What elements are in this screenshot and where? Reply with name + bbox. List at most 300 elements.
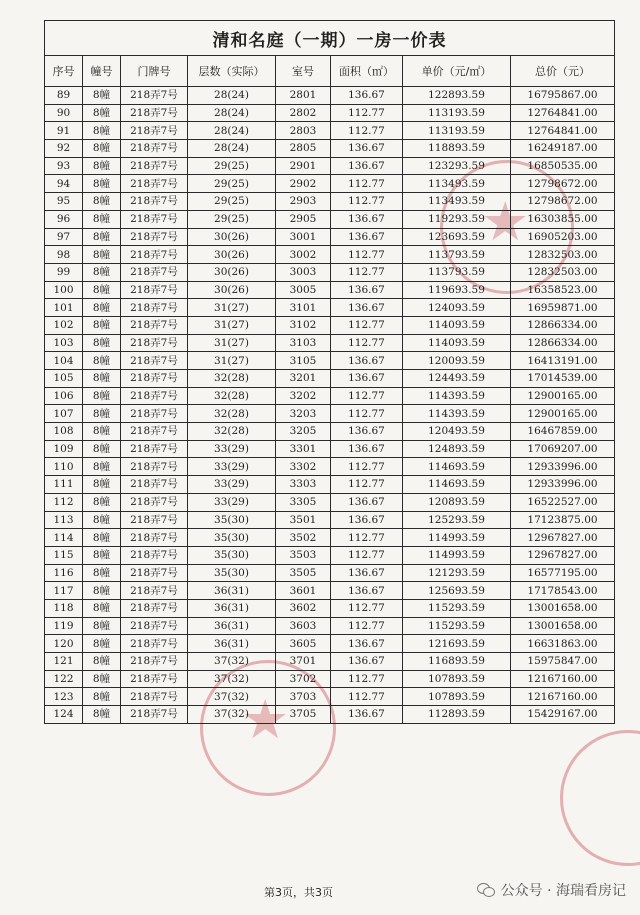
table-cell: 218弄7号 <box>121 546 188 564</box>
table-cell: 218弄7号 <box>121 316 188 334</box>
table-cell: 114393.59 <box>403 387 511 405</box>
table-cell: 120093.59 <box>403 352 511 370</box>
table-cell: 218弄7号 <box>121 688 188 706</box>
table-cell: 218弄7号 <box>121 193 188 211</box>
table-cell: 8幢 <box>83 688 121 706</box>
table-cell: 8幢 <box>83 476 121 494</box>
table-cell: 8幢 <box>83 175 121 193</box>
table-cell: 8幢 <box>83 511 121 529</box>
table-cell: 3302 <box>276 458 331 476</box>
table-cell: 218弄7号 <box>121 122 188 140</box>
table-row <box>45 564 615 582</box>
table-row <box>45 352 615 370</box>
table-cell: 218弄7号 <box>121 653 188 671</box>
table-cell: 111 <box>45 476 83 494</box>
table-cell: 218弄7号 <box>121 299 188 317</box>
table-cell: 15975847.00 <box>511 653 615 671</box>
table-cell: 16631863.00 <box>511 635 615 653</box>
table-row <box>45 670 615 688</box>
table-row <box>45 405 615 423</box>
table-cell: 218弄7号 <box>121 405 188 423</box>
page-number: 第3页，共3页 <box>264 886 333 899</box>
table-cell: 29(25) <box>188 175 276 193</box>
table-cell: 2902 <box>276 175 331 193</box>
table-row <box>45 688 615 706</box>
table-cell: 218弄7号 <box>121 228 188 246</box>
table-cell: 136.67 <box>331 281 403 299</box>
table-cell: 8幢 <box>83 405 121 423</box>
table-cell: 3105 <box>276 352 331 370</box>
table-cell: 16905203.00 <box>511 228 615 246</box>
header-row <box>45 56 615 87</box>
table-cell: 218弄7号 <box>121 246 188 264</box>
table-cell: 33(29) <box>188 476 276 494</box>
table-cell: 123 <box>45 688 83 706</box>
table-cell: 95 <box>45 193 83 211</box>
table-cell: 12967827.00 <box>511 529 615 547</box>
table-cell: 8幢 <box>83 706 121 724</box>
table-cell: 3103 <box>276 334 331 352</box>
table-cell: 218弄7号 <box>121 281 188 299</box>
table-row <box>45 458 615 476</box>
table-cell: 3003 <box>276 263 331 281</box>
table-title: 清和名庭（一期）一房一价表 <box>45 21 615 56</box>
table-cell: 3101 <box>276 299 331 317</box>
table-cell: 113193.59 <box>403 122 511 140</box>
table-cell: 119 <box>45 617 83 635</box>
table-cell: 30(26) <box>188 281 276 299</box>
table-cell: 8幢 <box>83 546 121 564</box>
table-cell: 16959871.00 <box>511 299 615 317</box>
table-cell: 112 <box>45 493 83 511</box>
table-cell: 8幢 <box>83 157 121 175</box>
watermark <box>477 880 626 900</box>
table-cell: 8幢 <box>83 210 121 228</box>
table-cell: 136.67 <box>331 423 403 441</box>
table-cell: 30(26) <box>188 228 276 246</box>
table-cell: 119293.59 <box>403 210 511 228</box>
table-cell: 113 <box>45 511 83 529</box>
table-cell: 16577195.00 <box>511 564 615 582</box>
table-row <box>45 511 615 529</box>
table-row <box>45 281 615 299</box>
table-cell: 8幢 <box>83 352 121 370</box>
table-cell: 100 <box>45 281 83 299</box>
table-cell: 107893.59 <box>403 670 511 688</box>
table-cell: 218弄7号 <box>121 387 188 405</box>
table-row <box>45 706 615 724</box>
table-row <box>45 87 615 105</box>
table-cell: 28(24) <box>188 104 276 122</box>
table-cell: 136.67 <box>331 706 403 724</box>
table-cell: 12866334.00 <box>511 316 615 334</box>
table-cell: 31(27) <box>188 316 276 334</box>
table-cell: 114693.59 <box>403 476 511 494</box>
table-cell: 31(27) <box>188 334 276 352</box>
table-cell: 2903 <box>276 193 331 211</box>
table-cell: 32(28) <box>188 423 276 441</box>
table-cell: 33(29) <box>188 458 276 476</box>
table-cell: 136.67 <box>331 140 403 158</box>
table-cell: 136.67 <box>331 653 403 671</box>
table-row <box>45 582 615 600</box>
table-cell: 2905 <box>276 210 331 228</box>
table-cell: 89 <box>45 87 83 105</box>
table-cell: 218弄7号 <box>121 104 188 122</box>
table-cell: 218弄7号 <box>121 370 188 388</box>
table-cell: 8幢 <box>83 140 121 158</box>
table-cell: 8幢 <box>83 122 121 140</box>
table-cell: 121693.59 <box>403 635 511 653</box>
table-cell: 136.67 <box>331 210 403 228</box>
table-cell: 136.67 <box>331 582 403 600</box>
table-cell: 29(25) <box>188 193 276 211</box>
table-row <box>45 546 615 564</box>
table-cell: 17123875.00 <box>511 511 615 529</box>
table-cell: 8幢 <box>83 599 121 617</box>
table-cell: 112.77 <box>331 246 403 264</box>
table-cell: 8幢 <box>83 387 121 405</box>
table-cell: 8幢 <box>83 493 121 511</box>
table-cell: 136.67 <box>331 228 403 246</box>
table-cell: 37(32) <box>188 688 276 706</box>
table-cell: 117 <box>45 582 83 600</box>
table-cell: 3305 <box>276 493 331 511</box>
table-cell: 115 <box>45 546 83 564</box>
column-header: 层数（实际） <box>188 56 276 87</box>
table-row <box>45 387 615 405</box>
table-cell: 12764841.00 <box>511 104 615 122</box>
column-header: 幢号 <box>83 56 121 87</box>
table-cell: 112893.59 <box>403 706 511 724</box>
table-cell: 12798672.00 <box>511 193 615 211</box>
table-cell: 17069207.00 <box>511 440 615 458</box>
table-cell: 12832503.00 <box>511 246 615 264</box>
table-cell: 12866334.00 <box>511 334 615 352</box>
table-cell: 114993.59 <box>403 529 511 547</box>
table-cell: 122893.59 <box>403 87 511 105</box>
table-cell: 8幢 <box>83 263 121 281</box>
table-cell: 8幢 <box>83 87 121 105</box>
watermark-text: 公众号 · 海瑞看房记 <box>500 883 626 899</box>
table-cell: 16303855.00 <box>511 210 615 228</box>
table-cell: 218弄7号 <box>121 493 188 511</box>
table-cell: 29(25) <box>188 210 276 228</box>
table-row <box>45 476 615 494</box>
table-row <box>45 423 615 441</box>
table-cell: 2803 <box>276 122 331 140</box>
table-cell: 102 <box>45 316 83 334</box>
table-row <box>45 157 615 175</box>
table-cell: 218弄7号 <box>121 352 188 370</box>
table-cell: 112.77 <box>331 387 403 405</box>
column-header: 面积（㎡） <box>331 56 403 87</box>
table-cell: 12798672.00 <box>511 175 615 193</box>
table-row <box>45 299 615 317</box>
table-cell: 91 <box>45 122 83 140</box>
table-cell: 16795867.00 <box>511 87 615 105</box>
table-cell: 12900165.00 <box>511 405 615 423</box>
table-cell: 3502 <box>276 529 331 547</box>
table-cell: 136.67 <box>331 299 403 317</box>
table-cell: 110 <box>45 458 83 476</box>
table-cell: 3503 <box>276 546 331 564</box>
table-cell: 16522527.00 <box>511 493 615 511</box>
table-cell: 113793.59 <box>403 263 511 281</box>
table-row <box>45 370 615 388</box>
table-cell: 218弄7号 <box>121 263 188 281</box>
table-cell: 8幢 <box>83 670 121 688</box>
table-cell: 35(30) <box>188 529 276 547</box>
table-cell: 37(32) <box>188 653 276 671</box>
table-cell: 8幢 <box>83 299 121 317</box>
table-cell: 8幢 <box>83 228 121 246</box>
table-cell: 31(27) <box>188 352 276 370</box>
table-cell: 112.77 <box>331 122 403 140</box>
table-row <box>45 653 615 671</box>
table-cell: 218弄7号 <box>121 140 188 158</box>
table-cell: 32(28) <box>188 370 276 388</box>
table-cell: 136.67 <box>331 511 403 529</box>
table-cell: 218弄7号 <box>121 87 188 105</box>
table-cell: 109 <box>45 440 83 458</box>
table-cell: 8幢 <box>83 617 121 635</box>
table-cell: 136.67 <box>331 440 403 458</box>
table-cell: 30(26) <box>188 263 276 281</box>
table-cell: 12167160.00 <box>511 688 615 706</box>
table-cell: 112.77 <box>331 334 403 352</box>
table-cell: 36(31) <box>188 617 276 635</box>
table-cell: 3205 <box>276 423 331 441</box>
table-cell: 218弄7号 <box>121 210 188 228</box>
table-cell: 3301 <box>276 440 331 458</box>
table-cell: 2805 <box>276 140 331 158</box>
table-cell: 96 <box>45 210 83 228</box>
table-cell: 8幢 <box>83 246 121 264</box>
table-cell: 33(29) <box>188 440 276 458</box>
table-cell: 136.67 <box>331 157 403 175</box>
table-cell: 123293.59 <box>403 157 511 175</box>
table-cell: 136.67 <box>331 493 403 511</box>
table-cell: 119693.59 <box>403 281 511 299</box>
table-cell: 112.77 <box>331 670 403 688</box>
table-cell: 118893.59 <box>403 140 511 158</box>
table-row <box>45 617 615 635</box>
table-cell: 112.77 <box>331 193 403 211</box>
table-cell: 3202 <box>276 387 331 405</box>
table-cell: 2801 <box>276 87 331 105</box>
table-cell: 3505 <box>276 564 331 582</box>
table-cell: 8幢 <box>83 104 121 122</box>
table-cell: 124493.59 <box>403 370 511 388</box>
table-body <box>45 87 615 724</box>
wechat-icon <box>477 883 495 897</box>
table-cell: 16358523.00 <box>511 281 615 299</box>
table-cell: 17014539.00 <box>511 370 615 388</box>
table-cell: 112.77 <box>331 175 403 193</box>
table-cell: 16850535.00 <box>511 157 615 175</box>
table-cell: 8幢 <box>83 193 121 211</box>
star-icon: ★ <box>241 688 290 751</box>
table-row <box>45 440 615 458</box>
table-cell: 32(28) <box>188 405 276 423</box>
table-cell: 114393.59 <box>403 405 511 423</box>
table-cell: 113493.59 <box>403 193 511 211</box>
table-cell: 124 <box>45 706 83 724</box>
table-cell: 114093.59 <box>403 316 511 334</box>
table-cell: 2802 <box>276 104 331 122</box>
table-cell: 3702 <box>276 670 331 688</box>
table-cell: 112.77 <box>331 688 403 706</box>
table-cell: 3602 <box>276 599 331 617</box>
table-cell: 8幢 <box>83 440 121 458</box>
table-cell: 115293.59 <box>403 617 511 635</box>
table-cell: 8幢 <box>83 316 121 334</box>
table-row <box>45 193 615 211</box>
table-cell: 37(32) <box>188 670 276 688</box>
table-cell: 108 <box>45 423 83 441</box>
table-cell: 17178543.00 <box>511 582 615 600</box>
table-cell: 13001658.00 <box>511 599 615 617</box>
table-cell: 8幢 <box>83 635 121 653</box>
table-cell: 3705 <box>276 706 331 724</box>
table-cell: 113493.59 <box>403 175 511 193</box>
table-row <box>45 140 615 158</box>
table-cell: 3002 <box>276 246 331 264</box>
table-row <box>45 493 615 511</box>
table-cell: 8幢 <box>83 423 121 441</box>
table-cell: 114 <box>45 529 83 547</box>
table-cell: 3203 <box>276 405 331 423</box>
table-cell: 218弄7号 <box>121 511 188 529</box>
table-cell: 16249187.00 <box>511 140 615 158</box>
table-cell: 92 <box>45 140 83 158</box>
table-cell: 32(28) <box>188 387 276 405</box>
table-cell: 99 <box>45 263 83 281</box>
table-cell: 3603 <box>276 617 331 635</box>
table-cell: 113793.59 <box>403 246 511 264</box>
table-cell: 218弄7号 <box>121 334 188 352</box>
table-cell: 104 <box>45 352 83 370</box>
table-cell: 218弄7号 <box>121 175 188 193</box>
table-cell: 112.77 <box>331 458 403 476</box>
table-cell: 112.77 <box>331 316 403 334</box>
table-cell: 114693.59 <box>403 458 511 476</box>
table-cell: 28(24) <box>188 87 276 105</box>
table-cell: 12933996.00 <box>511 458 615 476</box>
table-cell: 218弄7号 <box>121 599 188 617</box>
table-row <box>45 263 615 281</box>
table-row <box>45 228 615 246</box>
table-cell: 112.77 <box>331 546 403 564</box>
table-cell: 218弄7号 <box>121 440 188 458</box>
table-cell: 112.77 <box>331 263 403 281</box>
column-header: 序号 <box>45 56 83 87</box>
table-cell: 8幢 <box>83 370 121 388</box>
table-cell: 12900165.00 <box>511 387 615 405</box>
table-cell: 105 <box>45 370 83 388</box>
table-row <box>45 529 615 547</box>
table-cell: 112.77 <box>331 529 403 547</box>
table-cell: 218弄7号 <box>121 476 188 494</box>
table-cell: 103 <box>45 334 83 352</box>
table-cell: 35(30) <box>188 564 276 582</box>
table-cell: 3001 <box>276 228 331 246</box>
price-table <box>44 20 615 724</box>
table-cell: 3102 <box>276 316 331 334</box>
table-cell: 218弄7号 <box>121 157 188 175</box>
table-cell: 97 <box>45 228 83 246</box>
table-cell: 3201 <box>276 370 331 388</box>
table-cell: 8幢 <box>83 529 121 547</box>
column-header: 单价（元/㎡） <box>403 56 511 87</box>
table-cell: 3605 <box>276 635 331 653</box>
table-cell: 29(25) <box>188 157 276 175</box>
table-row <box>45 334 615 352</box>
table-cell: 94 <box>45 175 83 193</box>
table-cell: 114993.59 <box>403 546 511 564</box>
table-cell: 218弄7号 <box>121 670 188 688</box>
table-row <box>45 246 615 264</box>
table-row <box>45 635 615 653</box>
table-cell: 3303 <box>276 476 331 494</box>
table-cell: 98 <box>45 246 83 264</box>
table-cell: 12933996.00 <box>511 476 615 494</box>
table-cell: 125693.59 <box>403 582 511 600</box>
table-cell: 35(30) <box>188 546 276 564</box>
table-cell: 218弄7号 <box>121 423 188 441</box>
table-cell: 112.77 <box>331 617 403 635</box>
table-cell: 37(32) <box>188 706 276 724</box>
table-cell: 116 <box>45 564 83 582</box>
table-cell: 218弄7号 <box>121 564 188 582</box>
table-cell: 218弄7号 <box>121 617 188 635</box>
table-cell: 123693.59 <box>403 228 511 246</box>
table-cell: 90 <box>45 104 83 122</box>
table-cell: 8幢 <box>83 564 121 582</box>
table-cell: 13001658.00 <box>511 617 615 635</box>
table-cell: 125293.59 <box>403 511 511 529</box>
table-cell: 113193.59 <box>403 104 511 122</box>
star-icon: ★ <box>481 190 530 253</box>
column-header: 门牌号 <box>121 56 188 87</box>
official-seal-edge <box>560 730 640 866</box>
table-cell: 218弄7号 <box>121 706 188 724</box>
table-cell: 15429167.00 <box>511 706 615 724</box>
table-cell: 136.67 <box>331 352 403 370</box>
table-cell: 115293.59 <box>403 599 511 617</box>
table-cell: 3601 <box>276 582 331 600</box>
table-cell: 3005 <box>276 281 331 299</box>
table-cell: 121 <box>45 653 83 671</box>
table-cell: 136.67 <box>331 635 403 653</box>
table-cell: 107 <box>45 405 83 423</box>
table-cell: 120893.59 <box>403 493 511 511</box>
table-cell: 122 <box>45 670 83 688</box>
table-cell: 8幢 <box>83 334 121 352</box>
table-cell: 3701 <box>276 653 331 671</box>
column-header: 总价（元） <box>511 56 615 87</box>
table-cell: 114093.59 <box>403 334 511 352</box>
table-cell: 12832503.00 <box>511 263 615 281</box>
table-cell: 30(26) <box>188 246 276 264</box>
table-cell: 36(31) <box>188 582 276 600</box>
table-cell: 12167160.00 <box>511 670 615 688</box>
table-cell: 36(31) <box>188 599 276 617</box>
table-cell: 28(24) <box>188 140 276 158</box>
table-cell: 136.67 <box>331 370 403 388</box>
table-cell: 12967827.00 <box>511 546 615 564</box>
